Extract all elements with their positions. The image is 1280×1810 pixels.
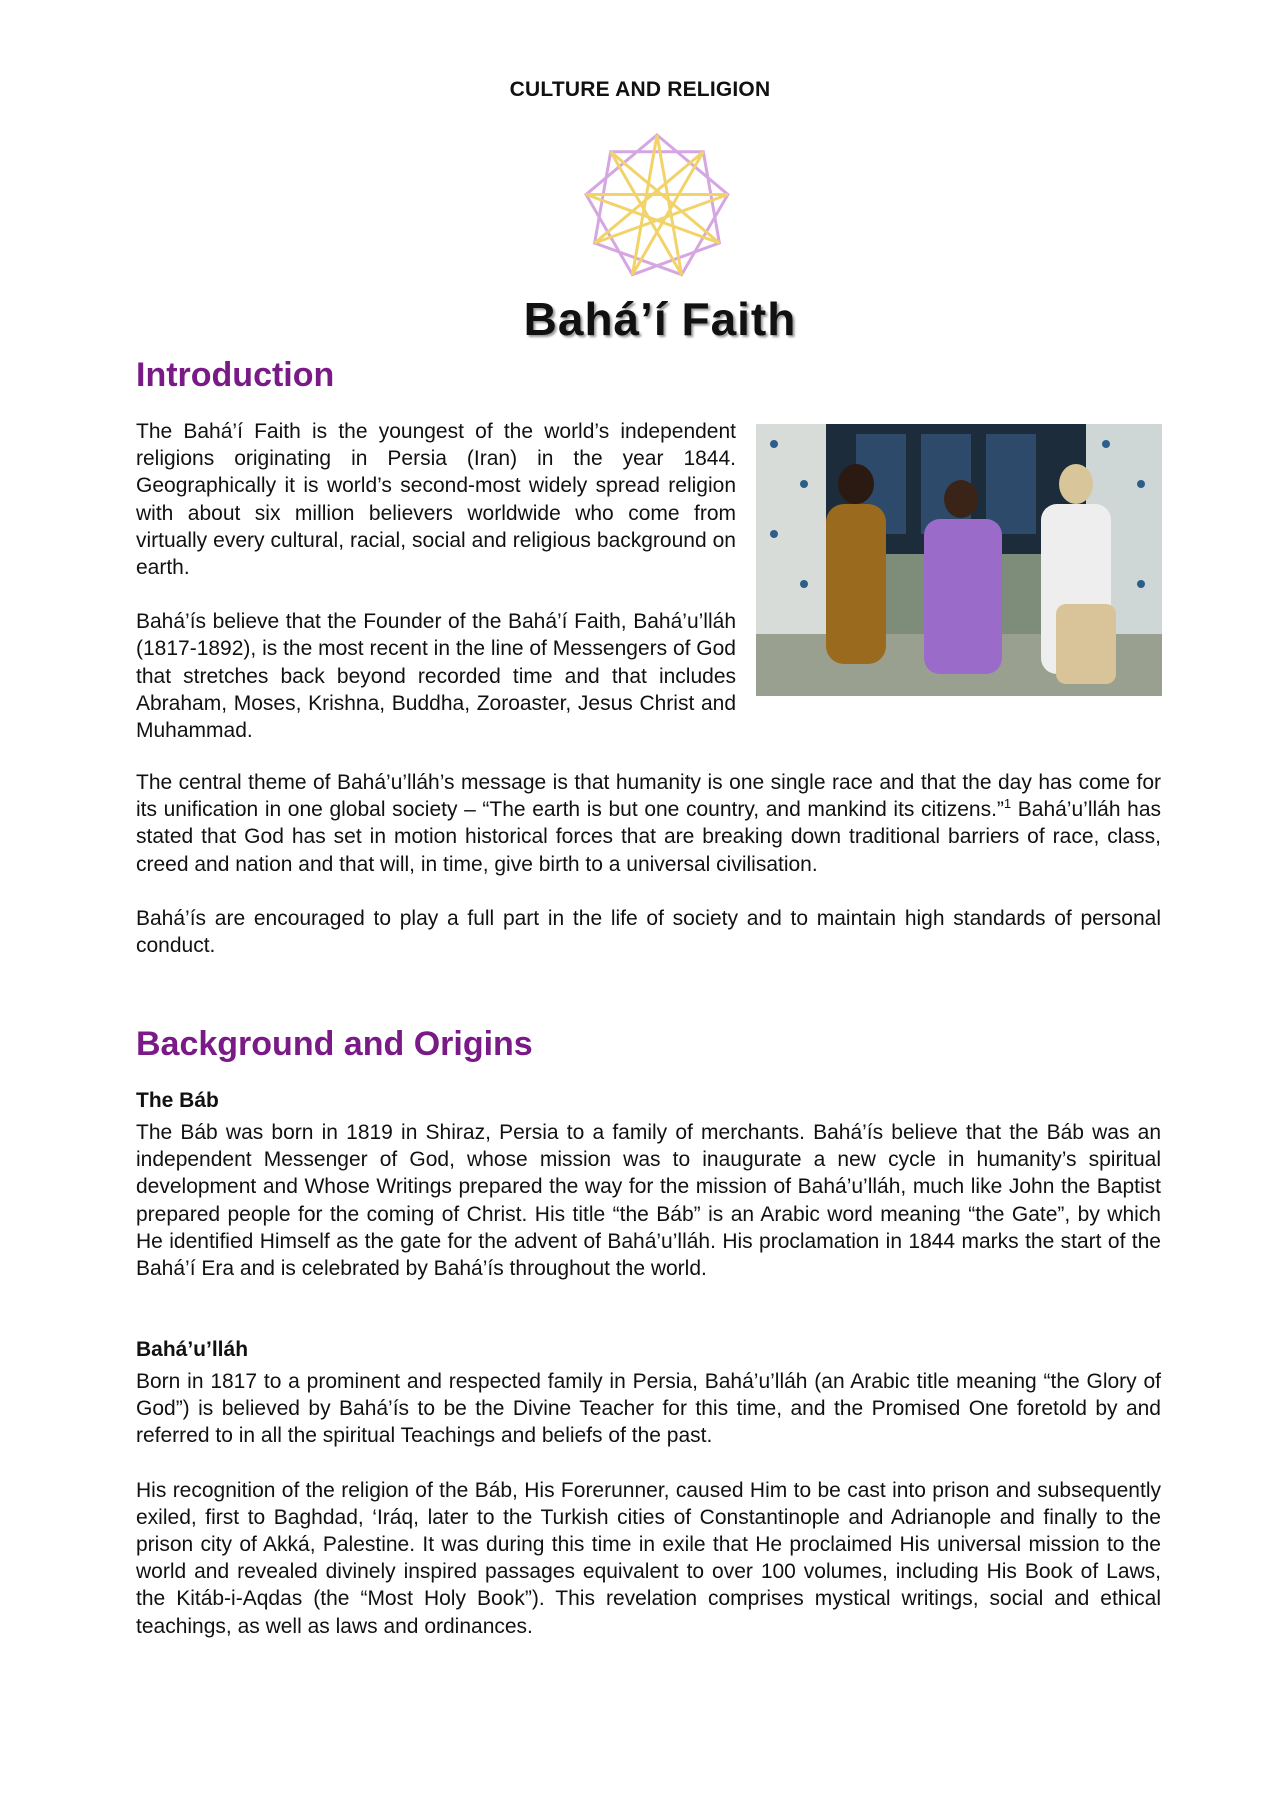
intro-paragraph-2: Bahá’ís believe that the Founder of the Bahá’í Faith, Bahá’u’lláh (1817-1892), is the most recent in the line of Messengers of God that stretches back beyond recorded time and that includes Abraham, Moses, Krishna, Buddha, Zoroaster, Jesus Christ and Muhammad. [136,610,736,743]
star-outline [586,135,728,275]
introduction-heading-block [136,356,1161,395]
bab-paragraph: The Báb was born in 1819 in Shiraz, Persia to a family of merchants. Bahá’ís believe that the Báb was an independent Messenger of God, whose mission was to inaugurate a new cycle in humanity’s spiritual development and Whose Writings prepared the way for the mission of Bahá’u’lláh, much like John the Baptist prepared people for the coming of Christ. His title “the Báb” is an Arabic word meaning “the Gate”, by which He identified Himself as the gate for the advent of Bahá’u’lláh. His proclamation in 1844 marks the start of the Bahá’í Era and is celebrated by Bahá’ís throughout the world. [136,1121,1161,1281]
background-section [136,1025,1161,1064]
community-photo [756,424,1162,696]
bahaullah-heading: Bahá’u’lláh [136,1338,249,1361]
intro-paragraph-3-part-b: Bahá’u’lláh has stated that God has set in motion historical forces that are breaking down traditional barriers of race, class, creed and nation and that will, in time, give birth to a universal civilisation. [136,798,1161,876]
bahaullah-paragraph-1: Born in 1817 to a prominent and respected family in Persia, Bahá’u’lláh (an Arabic title meaning “the Glory of God”) is believed by Bahá’ís to be the Divine Teacher for this time, and the Promised One foretold by and referred to in all the spiritual Teachings and beliefs of the past. [136,1370,1161,1448]
bahaullah-paragraph-2: His recognition of the religion of the Báb, His Forerunner, caused Him to be cast into prison and subsequently exiled, first to Baghdad, ‘Iráq, later to the Turkish cities of Constantinople and Adrianople and finally to the prison city of Akká, Palestine. It was during this time in exile that He proclaimed His universal mission to the world and revealed divinely inspired passages equivalent to over 100 volumes, including His Book of Laws, the Kitáb-i-Aqdas (the “Most Holy Book”). This revelation comprises mystical writings, social and ethical teachings, as well as laws and ordinances. [136,1478,1161,1638]
bab-section [136,1089,1161,1282]
intro-paragraph-1: The Bahá’í Faith is the youngest of the world’s independent religions originating in Persia (Iran) in the year 1844. Geographically it is world’s second-most widely spread religion with about six million believers worldwide who come from virtually every cultural, racial, social and religious background on earth. [136,420,736,580]
footnote-marker: 1 [1003,796,1012,812]
bab-heading: The Báb [136,1089,219,1112]
star-outline [586,135,728,275]
intro-text-left [136,418,736,744]
introduction-heading: Introduction [136,356,335,394]
background-heading: Background and Origins [136,1025,533,1063]
intro-paragraph-4: Bahá’ís are encouraged to play a full part in the life of society and to maintain high standards of personal conduct. [136,906,1161,958]
page-header: CULTURE AND RELIGION [509,78,771,101]
nine-pointed-star-icon [578,128,736,286]
intro-paragraph-3 [136,769,1161,878]
intro-paragraph-3-part-a: The central theme of Bahá’u’lláh’s message is that humanity is one single race and that the day has come for its unification in one global society – “The earth is but one country, and mankind its citizens.” [136,771,1161,822]
page-title: Bahá’í Faith [523,293,797,345]
intro-text-full [136,769,1161,959]
bahaullah-section [136,1338,1161,1640]
